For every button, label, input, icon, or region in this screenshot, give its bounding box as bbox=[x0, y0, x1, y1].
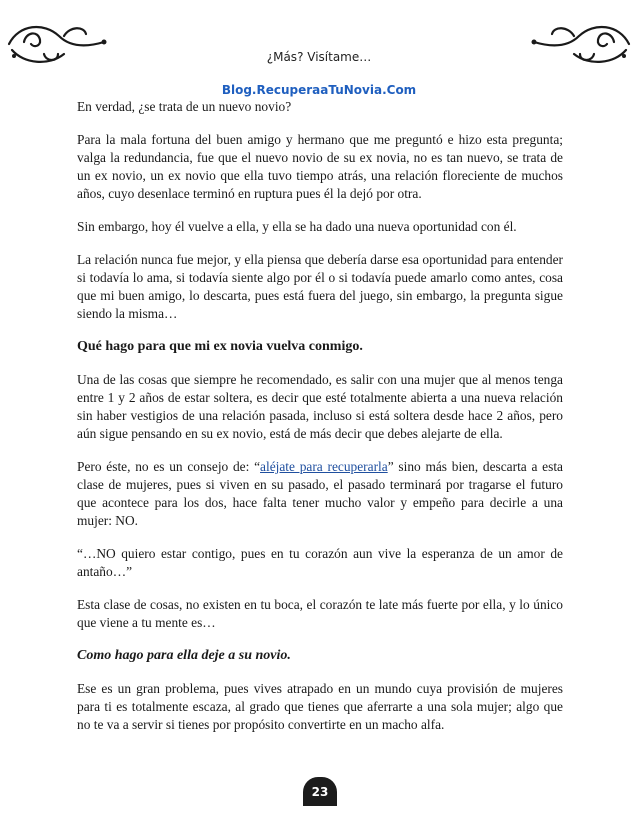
page-number: 23 bbox=[303, 777, 337, 806]
paragraph-with-link bbox=[77, 458, 563, 530]
quote-paragraph: “…NO quiero estar contigo, pues en tu corazón aun vive la esperanza de un amor de antaño…” bbox=[77, 546, 563, 579]
article-link[interactable]: aléjate para recuperarla bbox=[260, 459, 388, 474]
blog-link[interactable]: Blog.RecuperaaTuNovia.Com bbox=[221, 83, 417, 97]
paragraph-text: Pero éste, no es un consejo de: “ bbox=[77, 459, 261, 474]
paragraph: Sin embargo, hoy él vuelve a ella, y ella se ha dado una nueva oportunidad con él. bbox=[77, 219, 517, 234]
paragraph: La relación nunca fue mejor, y ella piensa que debería darse esa oportunidad para entender si todavía lo ama, si todavía siente algo por él o si todavía puede amarlo como antes, cosa que mi buen amigo, lo descarta, pues está fuera del juego, sin embargo, la pregunta sigue siendo la misma… bbox=[77, 252, 563, 321]
paragraph: Para la mala fortuna del buen amigo y hermano que me preguntó e hizo esta pregunta; valga la redundancia, fue que el nuevo novio de su ex novia, no es tan nuevo, se trata de un ex novio, un ex novio que ella tuvo tiempo atrás, una relación floreciente de muchos años, cuyo desenlace terminó en ruptura pues él la dejó por otra. bbox=[77, 132, 563, 201]
paragraph: Esta clase de cosas, no existen en tu boca, el corazón te late más fuerte por ella, y lo único que viene a tu mente es… bbox=[77, 597, 563, 630]
paragraph: Una de las cosas que siempre he recomendado, es salir con una mujer que al menos tenga entre 1 y 2 años de estar soltera, es decir que esté totalmente abierta a una nueva relación sin haber vestigios de una relación pasada, incluso si está soltera desde hace 2 años, pero aún sigue pensando en su ex novio, está de más decir que debes alejarte de ella. bbox=[77, 372, 563, 441]
paragraph-text: ” sino más bien, descarta a esta clase de mujeres, pues si viven en su pasado, el pasado terminará por tragarse el futuro que acontece para los dos, hace falta tener mucho valor y empeño para decirle a una mujer: NO. bbox=[77, 459, 563, 528]
paragraph: Ese es un gran problema, pues vives atrapado en un mundo cuya provisión de mujeres para ti es totalmente escaza, al grado que tienes que aferrarte a una sola mujer; algo que no te va a servir si tienes por propósito convertirte en un macho alfa. bbox=[77, 681, 563, 732]
section-heading: Como hago para ella deje a su novio. bbox=[77, 648, 291, 663]
page-body bbox=[77, 98, 563, 749]
header-tagline: ¿Más? Visítame… bbox=[266, 50, 372, 64]
paragraph: En verdad, ¿se trata de un nuevo novio? bbox=[77, 99, 292, 114]
left-swirl-ornament bbox=[4, 14, 109, 74]
right-swirl-ornament bbox=[529, 14, 634, 74]
section-heading: Qué hago para que mi ex novia vuelva conmigo. bbox=[77, 339, 363, 354]
